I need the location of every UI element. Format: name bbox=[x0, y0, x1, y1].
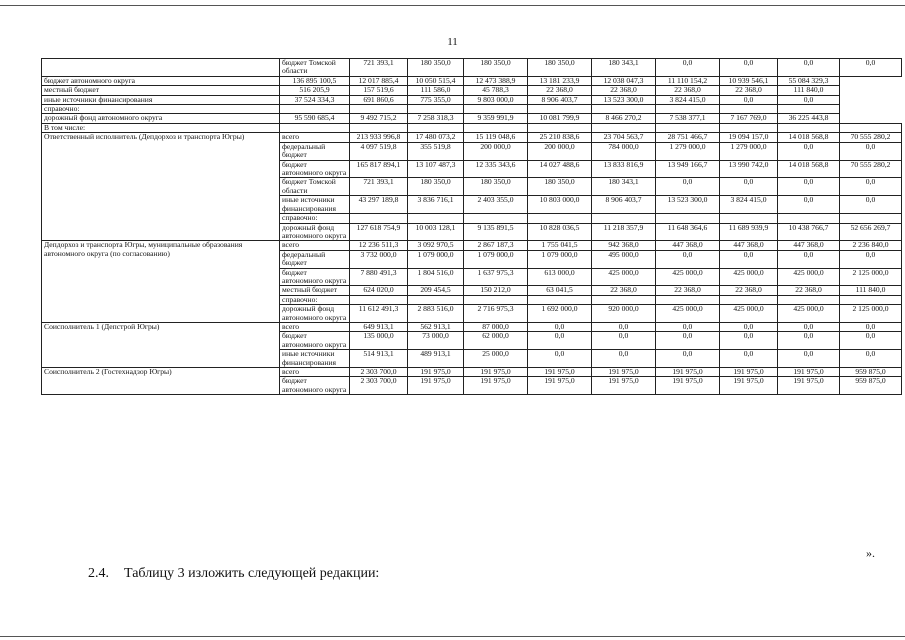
amount-cell: 0,0 bbox=[656, 250, 720, 268]
amount-cell: 13 523 300,0 bbox=[656, 196, 720, 214]
amount-cell: 0,0 bbox=[840, 332, 902, 350]
amount-cell: 11 218 357,9 bbox=[592, 223, 656, 241]
amount-cell: 516 205,9 bbox=[280, 86, 350, 95]
funding-source-cell: бюджет Томской области bbox=[280, 59, 350, 77]
financing-table bbox=[41, 58, 902, 395]
table-row bbox=[42, 59, 902, 77]
amount-cell: 180 350,0 bbox=[408, 178, 464, 196]
amount-cell bbox=[350, 105, 408, 114]
amount-cell: 209 454,5 bbox=[408, 286, 464, 295]
amount-cell bbox=[656, 105, 720, 114]
amount-cell: 22 368,0 bbox=[656, 286, 720, 295]
closing-quote: ». bbox=[866, 546, 875, 560]
amount-cell: 0,0 bbox=[840, 196, 902, 214]
amount-cell: 14 027 488,6 bbox=[528, 160, 592, 178]
amount-cell: 0,0 bbox=[840, 142, 902, 160]
amount-cell: 7 538 377,1 bbox=[656, 114, 720, 123]
amount-cell: 0,0 bbox=[720, 250, 778, 268]
amount-cell: 0,0 bbox=[778, 332, 840, 350]
amount-cell: 9 803 000,0 bbox=[464, 95, 528, 104]
funding-source-cell: местный бюджет bbox=[280, 286, 350, 295]
amount-cell: 11 689 939,9 bbox=[720, 223, 778, 241]
funding-source-cell: федеральный бюджет bbox=[280, 142, 350, 160]
amount-cell bbox=[464, 105, 528, 114]
amount-cell: 213 933 996,8 bbox=[350, 133, 408, 142]
amount-cell: 2 403 355,0 bbox=[464, 196, 528, 214]
amount-cell: 12 335 343,6 bbox=[464, 160, 528, 178]
amount-cell bbox=[528, 105, 592, 114]
table-row bbox=[42, 133, 902, 142]
amount-cell: 111 586,0 bbox=[408, 86, 464, 95]
funding-source-cell: бюджет автономного округа bbox=[280, 160, 350, 178]
amount-cell: 150 212,0 bbox=[464, 286, 528, 295]
amount-cell: 0,0 bbox=[840, 350, 902, 368]
amount-cell: 17 480 073,2 bbox=[408, 133, 464, 142]
amount-cell bbox=[656, 214, 720, 223]
amount-cell: 920 000,0 bbox=[592, 305, 656, 323]
amount-cell: 0,0 bbox=[778, 95, 840, 104]
funding-source-cell: дорожный фонд автономного округа bbox=[280, 305, 350, 323]
amount-cell: 7 167 769,0 bbox=[720, 114, 778, 123]
amount-cell: 52 656 269,7 bbox=[840, 223, 902, 241]
amount-cell: 23 704 563,7 bbox=[592, 133, 656, 142]
amount-cell: 191 975,0 bbox=[656, 377, 720, 395]
amount-cell: 1 637 975,3 bbox=[464, 268, 528, 286]
amount-cell: 157 519,6 bbox=[350, 86, 408, 95]
amount-cell bbox=[408, 123, 464, 133]
amount-cell: 22 368,0 bbox=[720, 86, 778, 95]
amount-cell bbox=[592, 123, 656, 133]
amount-cell: 62 000,0 bbox=[464, 332, 528, 350]
amount-cell: 959 875,0 bbox=[840, 377, 902, 395]
amount-cell bbox=[592, 214, 656, 223]
table-row bbox=[42, 368, 902, 377]
amount-cell: 191 975,0 bbox=[528, 368, 592, 377]
amount-cell: 22 368,0 bbox=[720, 286, 778, 295]
amount-cell: 87 000,0 bbox=[464, 322, 528, 331]
table-row bbox=[42, 86, 902, 95]
amount-cell: 22 368,0 bbox=[592, 86, 656, 95]
amount-cell: 1 079 000,0 bbox=[528, 250, 592, 268]
amount-cell bbox=[464, 295, 528, 304]
amount-cell: 425 000,0 bbox=[592, 268, 656, 286]
amount-cell: 180 350,0 bbox=[464, 178, 528, 196]
amount-cell: 2 883 516,0 bbox=[408, 305, 464, 323]
amount-cell bbox=[720, 105, 778, 114]
amount-cell: 191 975,0 bbox=[778, 377, 840, 395]
amount-cell: 191 975,0 bbox=[592, 377, 656, 395]
amount-cell: 0,0 bbox=[840, 322, 902, 331]
table-row bbox=[42, 241, 902, 250]
amount-cell: 447 368,0 bbox=[778, 241, 840, 250]
amount-cell: 1 804 516,0 bbox=[408, 268, 464, 286]
amount-cell bbox=[840, 123, 902, 133]
amount-cell: 37 524 334,3 bbox=[280, 95, 350, 104]
amount-cell: 0,0 bbox=[528, 332, 592, 350]
amount-cell: 191 975,0 bbox=[592, 368, 656, 377]
amount-cell: 9 492 715,2 bbox=[350, 114, 408, 123]
amount-cell: 2 867 187,3 bbox=[464, 241, 528, 250]
amount-cell: 0,0 bbox=[592, 322, 656, 331]
amount-cell bbox=[350, 214, 408, 223]
amount-cell: 0,0 bbox=[840, 250, 902, 268]
amount-cell: 180 350,0 bbox=[528, 178, 592, 196]
amount-cell bbox=[778, 214, 840, 223]
amount-cell: 562 913,1 bbox=[408, 322, 464, 331]
funding-source-cell: иные источники финансирования bbox=[280, 196, 350, 214]
amount-cell: 0,0 bbox=[720, 59, 778, 77]
amount-cell bbox=[778, 105, 840, 114]
executor-cell: В том числе: bbox=[42, 123, 280, 133]
amount-cell: 70 555 280,2 bbox=[840, 133, 902, 142]
amount-cell: 1 692 000,0 bbox=[528, 305, 592, 323]
funding-source-cell: дорожный фонд автономного округа bbox=[42, 114, 280, 123]
amount-cell: 2 716 975,3 bbox=[464, 305, 528, 323]
amount-cell: 0,0 bbox=[840, 59, 902, 77]
amount-cell: 22 368,0 bbox=[592, 286, 656, 295]
amount-cell: 0,0 bbox=[656, 322, 720, 331]
amount-cell bbox=[592, 105, 656, 114]
amount-cell bbox=[464, 123, 528, 133]
amount-cell: 0,0 bbox=[720, 350, 778, 368]
amount-cell: 13 523 300,0 bbox=[592, 95, 656, 104]
amount-cell: 1 079 000,0 bbox=[408, 250, 464, 268]
amount-cell: 7 880 491,3 bbox=[350, 268, 408, 286]
amount-cell: 136 895 100,5 bbox=[280, 76, 350, 85]
amount-cell: 0,0 bbox=[720, 322, 778, 331]
amount-cell: 22 368,0 bbox=[528, 86, 592, 95]
amount-cell: 0,0 bbox=[656, 332, 720, 350]
funding-source-cell: всего bbox=[280, 241, 350, 250]
amount-cell: 649 913,1 bbox=[350, 322, 408, 331]
amount-cell bbox=[778, 123, 840, 133]
executor-cell: Ответственный исполнитель (Депдорхоз и транспорта Югры) bbox=[42, 133, 280, 241]
amount-cell bbox=[464, 214, 528, 223]
amount-cell: 45 788,3 bbox=[464, 86, 528, 95]
table-row bbox=[42, 123, 902, 133]
amount-cell: 10 050 515,4 bbox=[408, 76, 464, 85]
amount-cell: 2 125 000,0 bbox=[840, 268, 902, 286]
amount-cell: 691 860,6 bbox=[350, 95, 408, 104]
amount-cell: 3 092 970,5 bbox=[408, 241, 464, 250]
amount-cell: 1 079 000,0 bbox=[464, 250, 528, 268]
amount-cell: 0,0 bbox=[720, 332, 778, 350]
amount-cell: 0,0 bbox=[592, 350, 656, 368]
amount-cell: 180 350,0 bbox=[528, 59, 592, 77]
amount-cell: 111 840,0 bbox=[840, 286, 902, 295]
amount-cell: 0,0 bbox=[656, 59, 720, 77]
amount-cell bbox=[656, 123, 720, 133]
amount-cell: 12 236 511,3 bbox=[350, 241, 408, 250]
amount-cell: 942 368,0 bbox=[592, 241, 656, 250]
amount-cell: 13 833 816,9 bbox=[592, 160, 656, 178]
funding-source-cell: всего bbox=[280, 133, 350, 142]
amount-cell: 22 368,0 bbox=[656, 86, 720, 95]
amount-cell: 19 094 157,0 bbox=[720, 133, 778, 142]
amount-cell: 191 975,0 bbox=[778, 368, 840, 377]
amount-cell: 10 003 128,1 bbox=[408, 223, 464, 241]
funding-source-cell: федеральный бюджет bbox=[280, 250, 350, 268]
amount-cell: 10 438 766,7 bbox=[778, 223, 840, 241]
amount-cell bbox=[408, 105, 464, 114]
amount-cell: 0,0 bbox=[656, 350, 720, 368]
amount-cell bbox=[656, 295, 720, 304]
funding-source-cell: справочно: bbox=[42, 105, 280, 114]
amount-cell: 1 279 000,0 bbox=[720, 142, 778, 160]
amount-cell: 191 975,0 bbox=[464, 368, 528, 377]
amount-cell: 425 000,0 bbox=[656, 268, 720, 286]
amount-cell bbox=[408, 214, 464, 223]
amount-cell: 0,0 bbox=[778, 322, 840, 331]
amount-cell: 0,0 bbox=[778, 350, 840, 368]
funding-source-cell bbox=[280, 123, 350, 133]
amount-cell: 0,0 bbox=[778, 142, 840, 160]
amount-cell: 55 084 329,3 bbox=[778, 76, 840, 85]
amount-cell: 0,0 bbox=[778, 196, 840, 214]
amount-cell: 111 840,0 bbox=[778, 86, 840, 95]
table-row bbox=[42, 114, 902, 123]
amount-cell: 447 368,0 bbox=[656, 241, 720, 250]
amount-cell: 0,0 bbox=[840, 178, 902, 196]
amount-cell: 63 041,5 bbox=[528, 286, 592, 295]
amount-cell bbox=[720, 123, 778, 133]
amount-cell: 8 906 403,7 bbox=[592, 196, 656, 214]
amount-cell: 0,0 bbox=[592, 332, 656, 350]
amount-cell: 191 975,0 bbox=[528, 377, 592, 395]
amount-cell: 2 303 700,0 bbox=[350, 368, 408, 377]
amount-cell bbox=[840, 295, 902, 304]
amount-cell: 4 097 519,8 bbox=[350, 142, 408, 160]
amount-cell: 2 125 000,0 bbox=[840, 305, 902, 323]
amount-cell: 180 343,1 bbox=[592, 59, 656, 77]
amount-cell: 14 018 568,8 bbox=[778, 133, 840, 142]
amount-cell: 425 000,0 bbox=[778, 305, 840, 323]
amount-cell: 9 135 891,5 bbox=[464, 223, 528, 241]
amount-cell: 12 038 047,3 bbox=[592, 76, 656, 85]
amount-cell bbox=[778, 295, 840, 304]
amount-cell: 10 828 036,5 bbox=[528, 223, 592, 241]
funding-source-cell: местный бюджет bbox=[42, 86, 280, 95]
amount-cell: 73 000,0 bbox=[408, 332, 464, 350]
amount-cell: 11 648 364,6 bbox=[656, 223, 720, 241]
amount-cell bbox=[408, 295, 464, 304]
amount-cell: 191 975,0 bbox=[720, 377, 778, 395]
amount-cell: 3 824 415,0 bbox=[720, 196, 778, 214]
scan-top-edge bbox=[0, 5, 905, 6]
executor-cell: Соисполнитель 1 (Депстрой Югры) bbox=[42, 322, 280, 367]
funding-source-cell: всего bbox=[280, 368, 350, 377]
table-row bbox=[42, 322, 902, 331]
amount-cell: 25 000,0 bbox=[464, 350, 528, 368]
scan-bottom-edge bbox=[0, 636, 905, 637]
amount-cell bbox=[350, 295, 408, 304]
amount-cell: 36 225 443,8 bbox=[778, 114, 840, 123]
amount-cell: 200 000,0 bbox=[528, 142, 592, 160]
amount-cell: 70 555 280,2 bbox=[840, 160, 902, 178]
amount-cell: 13 949 166,7 bbox=[656, 160, 720, 178]
amount-cell bbox=[840, 214, 902, 223]
amount-cell bbox=[280, 105, 350, 114]
amount-cell: 191 975,0 bbox=[720, 368, 778, 377]
amount-cell: 191 975,0 bbox=[464, 377, 528, 395]
amount-cell: 135 000,0 bbox=[350, 332, 408, 350]
amount-cell: 7 258 318,3 bbox=[408, 114, 464, 123]
amount-cell: 180 350,0 bbox=[464, 59, 528, 77]
amount-cell: 1 755 041,5 bbox=[528, 241, 592, 250]
amount-cell: 10 803 000,0 bbox=[528, 196, 592, 214]
amount-cell: 784 000,0 bbox=[592, 142, 656, 160]
amount-cell: 22 368,0 bbox=[778, 286, 840, 295]
funding-source-cell: иные источники финансирования bbox=[42, 95, 280, 104]
section-heading-text: Таблицу 3 изложить следующей редакции: bbox=[124, 566, 380, 581]
amount-cell bbox=[720, 295, 778, 304]
amount-cell: 624 020,0 bbox=[350, 286, 408, 295]
funding-source-cell: справочно: bbox=[280, 214, 350, 223]
amount-cell: 3 732 000,0 bbox=[350, 250, 408, 268]
funding-source-cell: всего bbox=[280, 322, 350, 331]
amount-cell: 959 875,0 bbox=[840, 368, 902, 377]
section-heading bbox=[88, 566, 379, 582]
amount-cell: 0,0 bbox=[778, 59, 840, 77]
amount-cell: 514 913,1 bbox=[350, 350, 408, 368]
amount-cell: 191 975,0 bbox=[408, 377, 464, 395]
amount-cell bbox=[528, 295, 592, 304]
amount-cell: 95 590 685,4 bbox=[280, 114, 350, 123]
executor-cell: Соисполнитель 2 (Гостехнадзор Югры) bbox=[42, 368, 280, 395]
executor-cell bbox=[42, 59, 280, 77]
section-number: 2.4. bbox=[88, 566, 109, 581]
amount-cell: 12 473 388,9 bbox=[464, 76, 528, 85]
amount-cell: 425 000,0 bbox=[720, 268, 778, 286]
funding-source-cell: дорожный фонд автономного округа bbox=[280, 223, 350, 241]
amount-cell: 0,0 bbox=[656, 178, 720, 196]
amount-cell: 0,0 bbox=[720, 178, 778, 196]
amount-cell: 191 975,0 bbox=[408, 368, 464, 377]
amount-cell: 2 236 840,0 bbox=[840, 241, 902, 250]
table-row bbox=[42, 95, 902, 104]
amount-cell: 11 612 491,3 bbox=[350, 305, 408, 323]
amount-cell bbox=[528, 123, 592, 133]
amount-cell: 721 393,1 bbox=[350, 178, 408, 196]
amount-cell: 0,0 bbox=[778, 250, 840, 268]
amount-cell: 10 939 546,1 bbox=[720, 76, 778, 85]
amount-cell: 0,0 bbox=[720, 95, 778, 104]
funding-source-cell: бюджет Томской области bbox=[280, 178, 350, 196]
amount-cell: 180 343,1 bbox=[592, 178, 656, 196]
amount-cell: 14 018 568,8 bbox=[778, 160, 840, 178]
amount-cell: 425 000,0 bbox=[720, 305, 778, 323]
amount-cell: 200 000,0 bbox=[464, 142, 528, 160]
amount-cell: 721 393,1 bbox=[350, 59, 408, 77]
amount-cell: 8 466 270,2 bbox=[592, 114, 656, 123]
amount-cell: 191 975,0 bbox=[656, 368, 720, 377]
amount-cell: 0,0 bbox=[778, 178, 840, 196]
amount-cell: 489 913,1 bbox=[408, 350, 464, 368]
amount-cell bbox=[350, 123, 408, 133]
amount-cell: 1 279 000,0 bbox=[656, 142, 720, 160]
amount-cell bbox=[528, 214, 592, 223]
amount-cell: 495 000,0 bbox=[592, 250, 656, 268]
amount-cell: 425 000,0 bbox=[778, 268, 840, 286]
funding-source-cell: бюджет автономного округа bbox=[280, 268, 350, 286]
amount-cell: 180 350,0 bbox=[408, 59, 464, 77]
amount-cell: 2 303 700,0 bbox=[350, 377, 408, 395]
table-row bbox=[42, 76, 902, 85]
amount-cell: 425 000,0 bbox=[656, 305, 720, 323]
amount-cell: 15 119 048,6 bbox=[464, 133, 528, 142]
amount-cell: 0,0 bbox=[528, 322, 592, 331]
funding-source-cell: бюджет автономного округа bbox=[280, 377, 350, 395]
funding-source-cell: справочно: bbox=[280, 295, 350, 304]
amount-cell: 0,0 bbox=[528, 350, 592, 368]
amount-cell bbox=[592, 295, 656, 304]
amount-cell: 28 751 466,7 bbox=[656, 133, 720, 142]
amount-cell: 13 990 742,0 bbox=[720, 160, 778, 178]
amount-cell: 9 359 991,9 bbox=[464, 114, 528, 123]
amount-cell: 12 017 885,4 bbox=[350, 76, 408, 85]
amount-cell: 127 618 754,9 bbox=[350, 223, 408, 241]
amount-cell: 11 110 154,2 bbox=[656, 76, 720, 85]
amount-cell: 13 107 487,3 bbox=[408, 160, 464, 178]
amount-cell: 13 181 233,9 bbox=[528, 76, 592, 85]
funding-source-cell: бюджет автономного округа bbox=[280, 332, 350, 350]
amount-cell: 775 355,0 bbox=[408, 95, 464, 104]
page-number: 11 bbox=[447, 36, 458, 48]
amount-cell bbox=[720, 214, 778, 223]
amount-cell: 447 368,0 bbox=[720, 241, 778, 250]
amount-cell: 25 210 838,6 bbox=[528, 133, 592, 142]
amount-cell: 165 817 894,1 bbox=[350, 160, 408, 178]
funding-source-cell: бюджет автономного округа bbox=[42, 76, 280, 85]
amount-cell: 355 519,8 bbox=[408, 142, 464, 160]
executor-cell: Депдорхоз и транспорта Югры, муниципальные образования автономного округа (по согласованию) bbox=[42, 241, 280, 323]
funding-source-cell: иные источники финансирования bbox=[280, 350, 350, 368]
amount-cell: 3 836 716,1 bbox=[408, 196, 464, 214]
table-row bbox=[42, 105, 902, 114]
amount-cell: 3 824 415,0 bbox=[656, 95, 720, 104]
amount-cell: 43 297 189,8 bbox=[350, 196, 408, 214]
amount-cell: 10 081 799,9 bbox=[528, 114, 592, 123]
amount-cell: 8 906 403,7 bbox=[528, 95, 592, 104]
amount-cell: 613 000,0 bbox=[528, 268, 592, 286]
